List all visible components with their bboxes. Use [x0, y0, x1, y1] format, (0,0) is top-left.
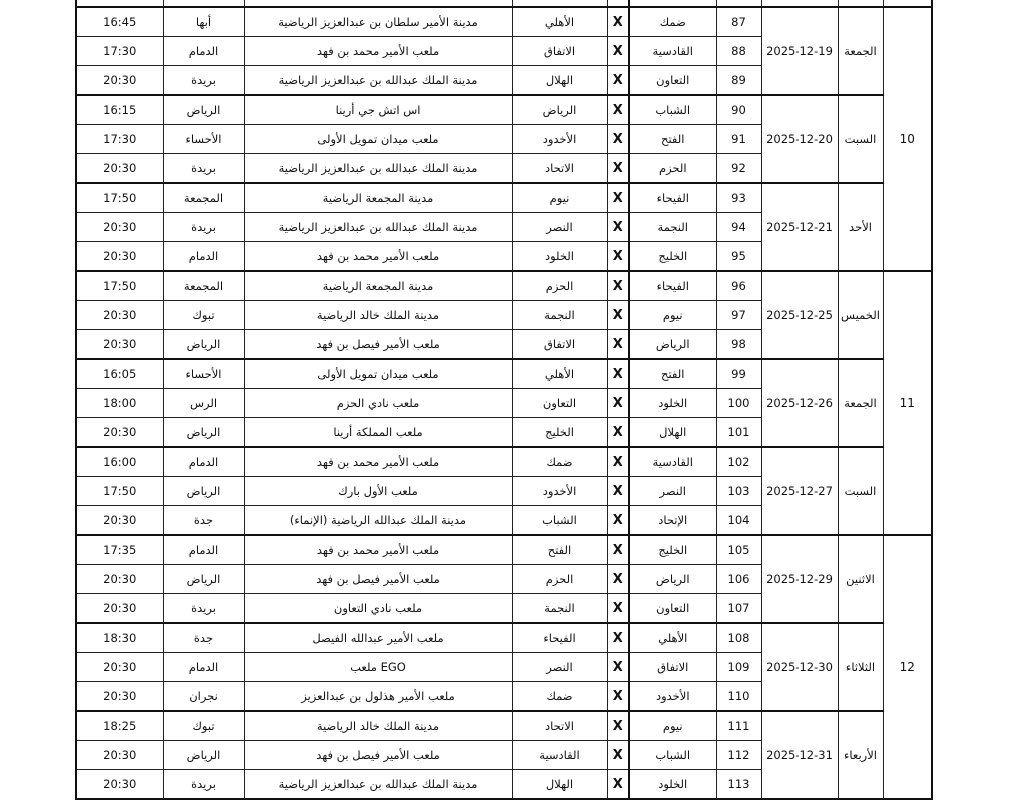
home-team: القادسية	[629, 37, 716, 66]
continuation-cell	[716, 0, 761, 7]
home-team: الإتحاد	[629, 506, 716, 536]
versus-mark: X	[607, 66, 629, 96]
home-team: الفتح	[629, 359, 716, 389]
match-time: 16:05	[76, 359, 163, 389]
match-stadium: ملعب ميدان تمويل الأولى	[244, 125, 512, 154]
match-time: 20:30	[76, 770, 163, 800]
match-row	[76, 183, 932, 213]
home-team: الخلود	[629, 770, 716, 800]
away-team: الأخدود	[512, 125, 607, 154]
versus-mark: X	[607, 125, 629, 154]
match-stadium: مدينة المجمعة الرياضية	[244, 183, 512, 213]
match-time: 17:30	[76, 125, 163, 154]
round-number: 12	[883, 535, 932, 799]
home-team: الخليج	[629, 242, 716, 272]
match-day: السبت	[838, 447, 883, 535]
away-team: الاتفاق	[512, 330, 607, 360]
versus-mark: X	[607, 623, 629, 653]
match-city: تبوك	[163, 711, 244, 741]
match-row	[76, 7, 932, 37]
versus-mark: X	[607, 770, 629, 800]
home-team: الرياض	[629, 330, 716, 360]
match-stadium: مدينة الملك عبدالله بن عبدالعزيز الرياضية	[244, 154, 512, 184]
match-time: 20:30	[76, 301, 163, 330]
match-date: 2025-12-20	[761, 95, 838, 183]
match-stadium: ملعب الأمير عبدالله الفيصل	[244, 623, 512, 653]
home-team: الهلال	[629, 418, 716, 448]
home-team: الأهلي	[629, 623, 716, 653]
match-time: 17:50	[76, 183, 163, 213]
continuation-cell	[838, 0, 883, 7]
home-team: الأخدود	[629, 682, 716, 712]
home-team: التعاون	[629, 66, 716, 96]
match-time: 20:30	[76, 418, 163, 448]
match-number: 106	[716, 565, 761, 594]
match-number: 101	[716, 418, 761, 448]
match-row	[76, 271, 932, 301]
match-time: 20:30	[76, 330, 163, 360]
match-stadium: ملعب الأمير محمد بن فهد	[244, 535, 512, 565]
match-row	[76, 359, 932, 389]
away-team: نيوم	[512, 183, 607, 213]
match-stadium: ملعب الأمير محمد بن فهد	[244, 242, 512, 272]
versus-mark: X	[607, 389, 629, 418]
continuation-cell	[76, 0, 163, 7]
away-team: الخلود	[512, 242, 607, 272]
match-stadium: ملعب الأمير فيصل بن فهد	[244, 741, 512, 770]
match-city: الرياض	[163, 95, 244, 125]
match-stadium: مدينة الملك عبدالله بن عبدالعزيز الرياضية	[244, 770, 512, 800]
match-number: 90	[716, 95, 761, 125]
match-city: الأحساء	[163, 359, 244, 389]
match-city: الرياض	[163, 418, 244, 448]
match-city: المجمعة	[163, 183, 244, 213]
match-city: الرياض	[163, 330, 244, 360]
match-stadium: مدينة الملك عبدالله الرياضية (الإنماء)	[244, 506, 512, 536]
match-time: 16:15	[76, 95, 163, 125]
match-city: بريدة	[163, 213, 244, 242]
versus-mark: X	[607, 7, 629, 37]
match-city: جدة	[163, 506, 244, 536]
match-city: الأحساء	[163, 125, 244, 154]
match-row	[76, 623, 932, 653]
match-stadium: ملعب الأمير محمد بن فهد	[244, 37, 512, 66]
match-stadium: مدينة الملك عبدالله بن عبدالعزيز الرياضية	[244, 66, 512, 96]
away-team: الأخدود	[512, 477, 607, 506]
match-time: 17:50	[76, 477, 163, 506]
versus-mark: X	[607, 330, 629, 360]
home-team: النصر	[629, 477, 716, 506]
away-team: الفتح	[512, 535, 607, 565]
away-team: التعاون	[512, 389, 607, 418]
match-day: الثلاثاء	[838, 623, 883, 711]
match-city: الدمام	[163, 37, 244, 66]
match-city: تبوك	[163, 301, 244, 330]
versus-mark: X	[607, 447, 629, 477]
match-time: 20:30	[76, 213, 163, 242]
away-team: الاتحاد	[512, 711, 607, 741]
match-stadium: ملعب الأمير فيصل بن فهد	[244, 565, 512, 594]
away-team: النصر	[512, 213, 607, 242]
match-number: 87	[716, 7, 761, 37]
away-team: الهلال	[512, 770, 607, 800]
away-team: الشباب	[512, 506, 607, 536]
match-city: نجران	[163, 682, 244, 712]
match-number: 109	[716, 653, 761, 682]
match-number: 88	[716, 37, 761, 66]
home-team: الرياض	[629, 565, 716, 594]
match-city: بريدة	[163, 66, 244, 96]
home-team: الفتح	[629, 125, 716, 154]
match-date: 2025-12-26	[761, 359, 838, 447]
match-date: 2025-12-29	[761, 535, 838, 623]
match-time: 17:35	[76, 535, 163, 565]
home-team: الخلود	[629, 389, 716, 418]
versus-mark: X	[607, 213, 629, 242]
match-stadium: ملعب نادي التعاون	[244, 594, 512, 624]
round-number: 10	[883, 7, 932, 271]
match-stadium: ملعب نادي الحزم	[244, 389, 512, 418]
match-time: 16:00	[76, 447, 163, 477]
match-day: الجمعة	[838, 7, 883, 95]
home-team: نيوم	[629, 301, 716, 330]
away-team: الاتحاد	[512, 154, 607, 184]
match-number: 94	[716, 213, 761, 242]
versus-mark: X	[607, 271, 629, 301]
away-team: النجمة	[512, 301, 607, 330]
match-date: 2025-12-30	[761, 623, 838, 711]
match-time: 18:30	[76, 623, 163, 653]
home-team: ضمك	[629, 7, 716, 37]
home-team: النجمة	[629, 213, 716, 242]
versus-mark: X	[607, 183, 629, 213]
match-time: 20:30	[76, 653, 163, 682]
away-team: الأهلي	[512, 359, 607, 389]
match-stadium: مدينة الأمير سلطان بن عبدالعزيز الرياضية	[244, 7, 512, 37]
away-team: الحزم	[512, 271, 607, 301]
match-stadium: ملعب المملكة أرينا	[244, 418, 512, 448]
match-city: الرياض	[163, 741, 244, 770]
match-day: الأربعاء	[838, 711, 883, 799]
away-team: النجمة	[512, 594, 607, 624]
versus-mark: X	[607, 301, 629, 330]
home-team: الشباب	[629, 95, 716, 125]
home-team: التعاون	[629, 594, 716, 624]
match-number: 112	[716, 741, 761, 770]
away-team: الاتفاق	[512, 37, 607, 66]
match-city: بريدة	[163, 770, 244, 800]
versus-mark: X	[607, 154, 629, 184]
match-number: 93	[716, 183, 761, 213]
match-time: 20:30	[76, 154, 163, 184]
continuation-cell	[629, 0, 716, 7]
home-team: الفيحاء	[629, 183, 716, 213]
match-city: أبها	[163, 7, 244, 37]
match-stadium: ملعب الأول بارك	[244, 477, 512, 506]
match-number: 97	[716, 301, 761, 330]
match-time: 18:25	[76, 711, 163, 741]
match-number: 103	[716, 477, 761, 506]
match-time: 18:00	[76, 389, 163, 418]
match-row	[76, 711, 932, 741]
home-team: الحزم	[629, 154, 716, 184]
away-team: ضمك	[512, 682, 607, 712]
match-city: الدمام	[163, 653, 244, 682]
home-team: الشباب	[629, 741, 716, 770]
match-time: 17:30	[76, 37, 163, 66]
continuation-cell	[244, 0, 512, 7]
match-number: 111	[716, 711, 761, 741]
match-number: 91	[716, 125, 761, 154]
match-number: 95	[716, 242, 761, 272]
match-stadium: مدينة الملك عبدالله بن عبدالعزيز الرياضية	[244, 213, 512, 242]
versus-mark: X	[607, 418, 629, 448]
match-time: 20:30	[76, 594, 163, 624]
match-number: 102	[716, 447, 761, 477]
match-stadium: ملعب EGO	[244, 653, 512, 682]
versus-mark: X	[607, 242, 629, 272]
match-time: 20:30	[76, 242, 163, 272]
match-number: 105	[716, 535, 761, 565]
continuation-cell	[607, 0, 629, 7]
home-team: الاتفاق	[629, 653, 716, 682]
match-stadium: مدينة الملك خالد الرياضية	[244, 301, 512, 330]
match-date: 2025-12-19	[761, 7, 838, 95]
match-time: 17:50	[76, 271, 163, 301]
match-day: الجمعة	[838, 359, 883, 447]
match-stadium: مدينة الملك خالد الرياضية	[244, 711, 512, 741]
versus-mark: X	[607, 95, 629, 125]
match-date: 2025-12-27	[761, 447, 838, 535]
versus-mark: X	[607, 359, 629, 389]
versus-mark: X	[607, 477, 629, 506]
match-number: 89	[716, 66, 761, 96]
match-number: 113	[716, 770, 761, 800]
continuation-cell	[761, 0, 838, 7]
match-city: الرياض	[163, 565, 244, 594]
match-time: 20:30	[76, 66, 163, 96]
away-team: النصر	[512, 653, 607, 682]
match-city: الرس	[163, 389, 244, 418]
match-number: 107	[716, 594, 761, 624]
away-team: الحزم	[512, 565, 607, 594]
versus-mark: X	[607, 594, 629, 624]
match-number: 92	[716, 154, 761, 184]
match-day: الأحد	[838, 183, 883, 271]
away-team: الخليج	[512, 418, 607, 448]
fixtures-body	[76, 0, 932, 799]
match-row	[76, 95, 932, 125]
match-day: الخميس	[838, 271, 883, 359]
away-team: الهلال	[512, 66, 607, 96]
match-city: الدمام	[163, 447, 244, 477]
match-time: 16:45	[76, 7, 163, 37]
match-day: الاثنين	[838, 535, 883, 623]
home-team: القادسية	[629, 447, 716, 477]
continuation-row	[76, 0, 932, 7]
match-date: 2025-12-25	[761, 271, 838, 359]
match-date: 2025-12-21	[761, 183, 838, 271]
match-stadium: اس اتش جي أرينا	[244, 95, 512, 125]
home-team: الخليج	[629, 535, 716, 565]
home-team: نيوم	[629, 711, 716, 741]
away-team: الأهلي	[512, 7, 607, 37]
match-stadium: ملعب ميدان تمويل الأولى	[244, 359, 512, 389]
match-number: 96	[716, 271, 761, 301]
match-time: 20:30	[76, 565, 163, 594]
match-day: السبت	[838, 95, 883, 183]
versus-mark: X	[607, 37, 629, 66]
match-stadium: ملعب الأمير فيصل بن فهد	[244, 330, 512, 360]
match-row	[76, 535, 932, 565]
versus-mark: X	[607, 682, 629, 712]
match-number: 110	[716, 682, 761, 712]
continuation-cell	[883, 0, 932, 7]
versus-mark: X	[607, 565, 629, 594]
match-city: الدمام	[163, 535, 244, 565]
continuation-cell	[512, 0, 607, 7]
round-number: 11	[883, 271, 932, 535]
match-city: المجمعة	[163, 271, 244, 301]
versus-mark: X	[607, 506, 629, 536]
match-row	[76, 447, 932, 477]
match-time: 20:30	[76, 741, 163, 770]
versus-mark: X	[607, 741, 629, 770]
continuation-cell	[163, 0, 244, 7]
away-team: ضمك	[512, 447, 607, 477]
match-number: 104	[716, 506, 761, 536]
match-time: 20:30	[76, 682, 163, 712]
match-city: جدة	[163, 623, 244, 653]
away-team: الفيحاء	[512, 623, 607, 653]
match-stadium: مدينة المجمعة الرياضية	[244, 271, 512, 301]
match-city: الدمام	[163, 242, 244, 272]
match-number: 100	[716, 389, 761, 418]
fixtures-sheet	[75, 0, 933, 800]
away-team: الرياض	[512, 95, 607, 125]
versus-mark: X	[607, 653, 629, 682]
match-city: بريدة	[163, 594, 244, 624]
match-stadium: ملعب الأمير هذلول بن عبدالعزيز	[244, 682, 512, 712]
match-time: 20:30	[76, 506, 163, 536]
versus-mark: X	[607, 711, 629, 741]
match-number: 108	[716, 623, 761, 653]
match-city: بريدة	[163, 154, 244, 184]
away-team: القادسية	[512, 741, 607, 770]
fixtures-table	[75, 0, 933, 800]
versus-mark: X	[607, 535, 629, 565]
match-city: الرياض	[163, 477, 244, 506]
match-number: 98	[716, 330, 761, 360]
match-number: 99	[716, 359, 761, 389]
match-date: 2025-12-31	[761, 711, 838, 799]
match-stadium: ملعب الأمير محمد بن فهد	[244, 447, 512, 477]
home-team: الفيحاء	[629, 271, 716, 301]
